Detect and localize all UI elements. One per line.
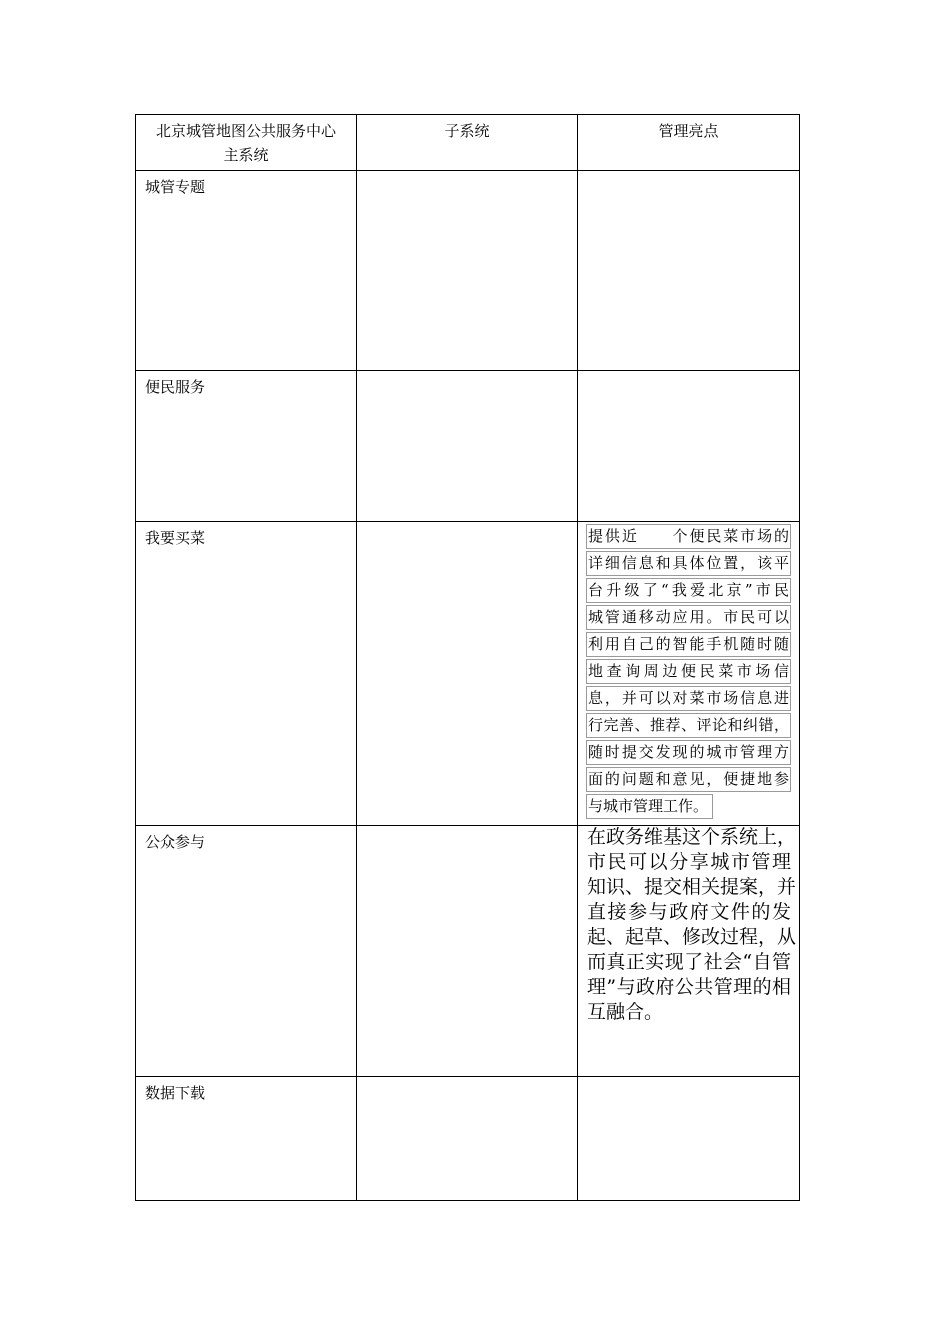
highlight-cell bbox=[578, 371, 800, 522]
table-row bbox=[136, 371, 800, 522]
highlight-line: 随时提交发现的城市管理方 bbox=[586, 740, 791, 765]
table-row bbox=[136, 826, 800, 1077]
header-highlight-label: 管理亮点 bbox=[658, 122, 719, 140]
highlight-text-boxed bbox=[578, 522, 799, 825]
header-main-line1: 北京城管地图公共服务中心 bbox=[155, 122, 336, 140]
table-row bbox=[136, 1077, 800, 1201]
highlight-line: 城管通移动应用。市民可以 bbox=[586, 605, 791, 630]
highlight-line: 理”与政府公共管理的相 bbox=[587, 976, 791, 998]
header-main-system bbox=[136, 115, 357, 171]
highlight-line: 知识、提交相关提案，并 bbox=[587, 876, 797, 898]
highlight-line: 互融合。 bbox=[587, 1001, 664, 1023]
table-header-row bbox=[136, 115, 800, 171]
subsystem-cell bbox=[357, 371, 578, 522]
highlight-line: 市民可以分享城市管理 bbox=[587, 851, 791, 873]
table-row bbox=[136, 522, 800, 826]
highlight-line: 行完善、推荐、评论和纠错， bbox=[586, 713, 791, 738]
highlight-line: 与城市管理工作。 bbox=[586, 794, 713, 819]
highlight-line: 在政务维基这个系统上， bbox=[587, 826, 797, 848]
highlight-cell bbox=[578, 171, 800, 371]
highlight-line: 提供近 个便民菜市场的 bbox=[586, 524, 791, 549]
header-subsystem-label: 子系统 bbox=[444, 122, 490, 140]
highlight-line: 面的问题和意见，便捷地参 bbox=[586, 767, 791, 792]
system-table bbox=[135, 114, 800, 1201]
highlight-line: 利用自己的智能手机随时随 bbox=[586, 632, 791, 657]
highlight-line: 直接参与政府文件的发 bbox=[587, 901, 791, 923]
header-main-line2: 主系统 bbox=[223, 146, 269, 164]
category-cell bbox=[136, 171, 357, 371]
highlight-line: 起、起草、修改过程，从 bbox=[587, 926, 797, 948]
category-label: 便民服务 bbox=[145, 378, 206, 396]
highlight-cell bbox=[578, 522, 800, 826]
header-highlight bbox=[578, 115, 800, 171]
header-subsystem bbox=[357, 115, 578, 171]
highlight-text-large bbox=[578, 825, 799, 1025]
category-label: 数据下载 bbox=[145, 1084, 206, 1102]
category-cell bbox=[136, 826, 357, 1077]
subsystem-cell bbox=[357, 1077, 578, 1201]
subsystem-cell bbox=[357, 826, 578, 1077]
category-cell bbox=[136, 371, 357, 522]
highlight-line: 台升级了“我爱北京”市民 bbox=[586, 578, 791, 603]
subsystem-cell bbox=[357, 171, 578, 371]
subsystem-cell bbox=[357, 522, 578, 826]
highlight-cell bbox=[578, 826, 800, 1077]
highlight-line: 息，并可以对菜市场信息进 bbox=[586, 686, 791, 711]
highlight-line: 地查询周边便民菜市场信 bbox=[586, 659, 791, 684]
table-row bbox=[136, 171, 800, 371]
highlight-cell bbox=[578, 1077, 800, 1201]
category-label: 城管专题 bbox=[145, 178, 206, 196]
category-label: 我要买菜 bbox=[145, 529, 206, 547]
highlight-line: 而真正实现了社会“自管 bbox=[587, 951, 791, 973]
category-cell bbox=[136, 522, 357, 826]
category-label: 公众参与 bbox=[145, 833, 206, 851]
highlight-line: 详细信息和具体位置，该平 bbox=[586, 551, 791, 576]
category-cell bbox=[136, 1077, 357, 1201]
